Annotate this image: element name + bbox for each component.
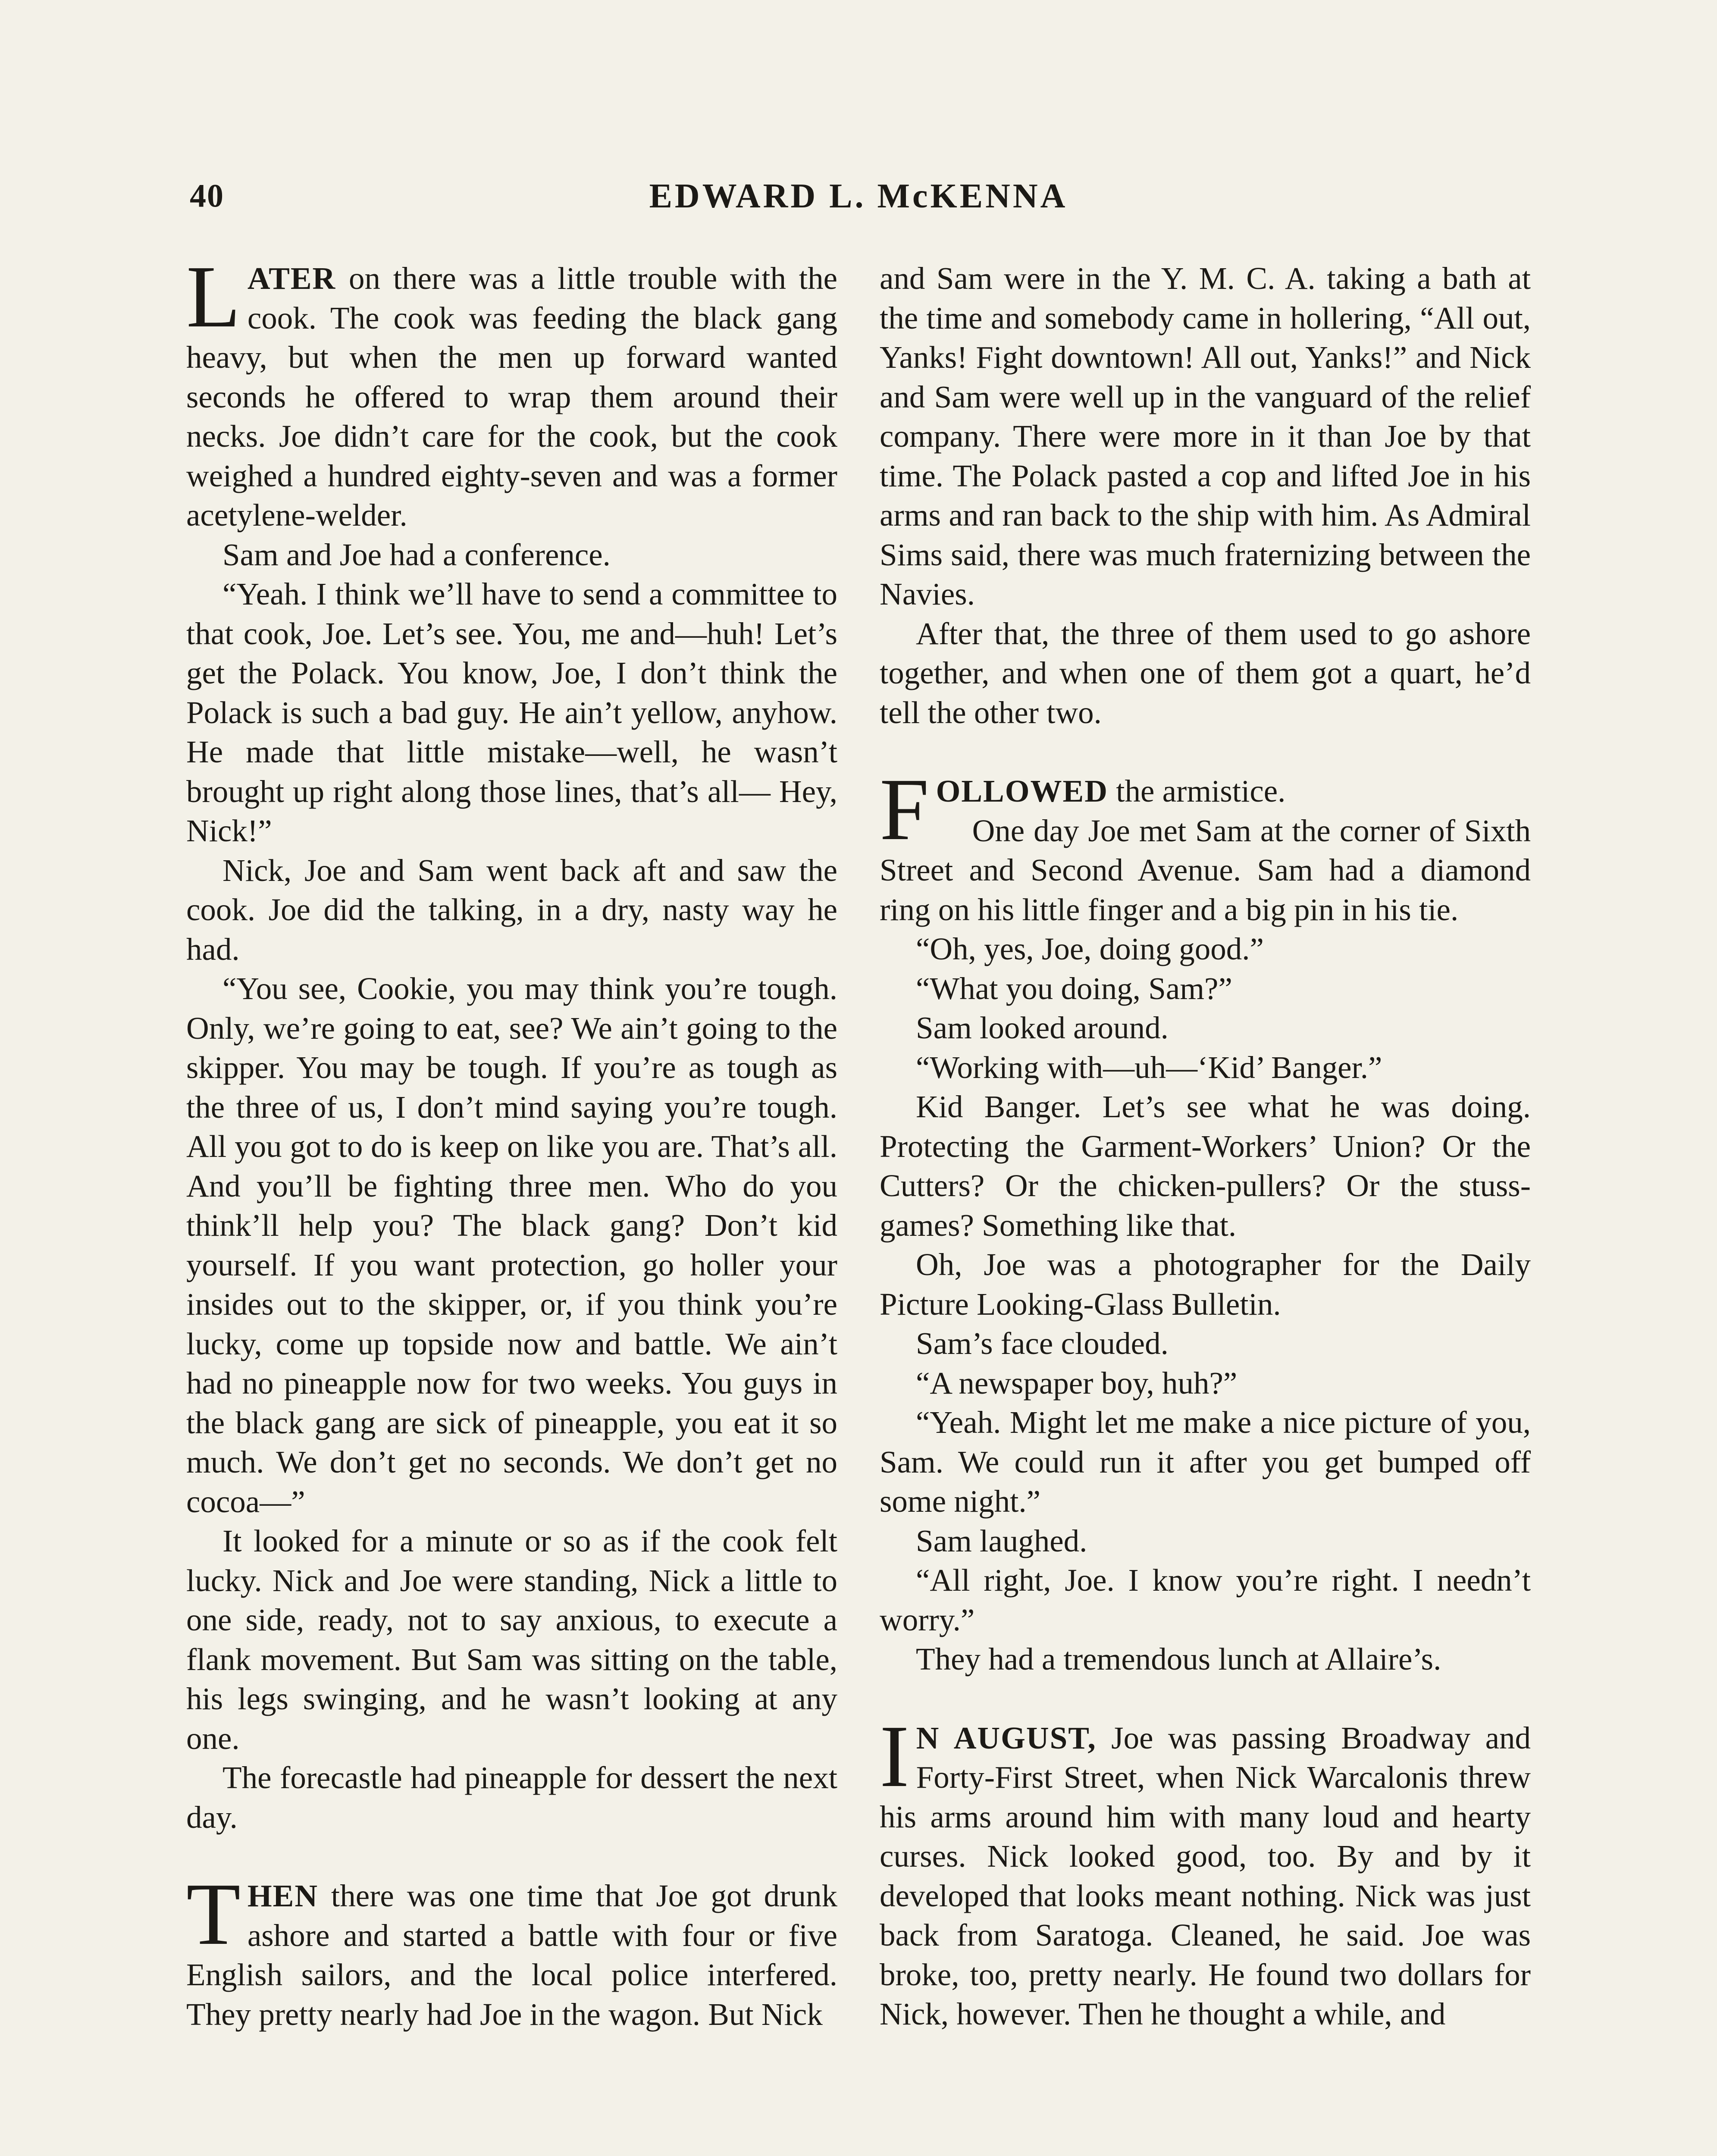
paragraph: “A newspaper boy, huh?” xyxy=(916,1365,1238,1401)
paragraph: Sam and Joe had a conference. xyxy=(222,537,611,572)
running-head: EDWARD L. McKENNA xyxy=(649,177,1068,215)
drop-cap: T xyxy=(186,1865,241,1963)
section-opening-paragraph xyxy=(880,760,1531,859)
section-opening-paragraph xyxy=(186,1865,837,2034)
paragraph: Nick, Joe and Sam went back aft and saw the cook. Joe did the talking, in a dry, nasty way he had. xyxy=(186,852,837,967)
paragraph: Oh, Joe was a photographer for the Daily Picture Looking-Glass Bulletin. xyxy=(880,1247,1531,1322)
section-opening-paragraph xyxy=(186,247,837,535)
paragraph: Sam’s face clouded. xyxy=(916,1326,1169,1361)
paragraph: “Oh, yes, Joe, doing good.” xyxy=(916,931,1264,966)
paragraph: The forecastle had pineapple for dessert the next day. xyxy=(186,1760,837,1835)
paragraph: One day Joe met Sam at the corner of Sixth Street and Second Avenue. Sam had a diamond ring on his little finger and a big pin in his tie. xyxy=(880,813,1531,927)
paragraph: “Yeah. I think we’ll have to send a committee to that cook, Joe. Let’s see. You, me and—huh! Let’s get the Polack. You know, Joe, I don’t think the Polack is such a bad guy. He ain’t yellow, anyhow. He made that little mistake—well, he wasn’t brought up right along those lines, that’s all— Hey, Nick!” xyxy=(186,577,837,848)
paragraph: Sam laughed. xyxy=(916,1523,1087,1558)
section-opening-paragraph xyxy=(880,1706,1531,2034)
paragraph: They had a tremendous lunch at Allaire’s. xyxy=(916,1642,1441,1677)
paragraph: “What you doing, Sam?” xyxy=(916,971,1232,1006)
paragraph-text: Joe was passing Broadway and Forty-First Street, when Nick Warcalonis threw his arms around him with many loud and hearty curses. Nick looked good, too. By and by it developed that looks meant nothing. Nick was just back from Saratoga. Cleaned, he said. Joe was broke, too, pretty nearly. He found two dollars for Nick, however. Then he thought a while, and xyxy=(880,1720,1531,2031)
paragraph-text: the armistice. xyxy=(1108,774,1286,808)
lead-in-word: OLLOWED xyxy=(936,774,1108,808)
drop-cap: F xyxy=(880,760,929,859)
article-body xyxy=(186,247,1531,2156)
paragraph-text: there was one time that Joe got drunk ashore and started a battle with four or five English sailors, and the local police interfered. They pretty nearly had Joe in the wagon. But Nick xyxy=(186,1878,837,2032)
paragraph: “You see, Cookie, you may think you’re tough. Only, we’re going to eat, see? We ain’t going to the skipper. You may be tough. If you’re as tough as the three of us, I don’t mind saying you’re tough. All you got to do is keep on like you are. That’s all. And you’ll be fighting three men. Who do you think’ll help you? The black gang? Don’t kid yourself. If you want protection, go holler your insides out to the skipper, or, if you think you’re lucky, come up topside now and battle. We ain’t had no pineapple now for two weeks. You guys in the black gang are sick of pineapple, you eat it so much. We don’t get no seconds. We don’t get no cocoa—” xyxy=(186,971,837,1519)
paragraph: “Working with—uh—‘Kid’ Banger.” xyxy=(916,1050,1382,1085)
drop-cap: I xyxy=(880,1706,909,1805)
paragraph: After that, the three of them used to go ashore together, and when one of them got a quart, he’d tell the other two. xyxy=(880,616,1531,730)
paragraph: Sam looked around. xyxy=(916,1010,1169,1045)
page-number: 40 xyxy=(190,178,224,214)
left-column xyxy=(186,247,837,2156)
continued-paragraph: and Sam were in the Y. M. C. A. taking a bath at the time and somebody came in hollering, “All out, Yanks! Fight downtown! All out, Yanks!” and Nick and Sam were well up in the vanguard of the relief company. There were more in it than Joe by that time. The Polack pasted a cop and lifted Joe in his arms and ran back to the ship with him. As Admiral Sims said, there was much fraternizing between the Navies. xyxy=(880,261,1531,611)
paragraph: “All right, Joe. I know you’re right. I needn’t worry.” xyxy=(880,1563,1531,1637)
lead-in-word: N AUGUST, xyxy=(916,1720,1097,1755)
drop-cap: L xyxy=(186,247,241,346)
lead-in-word: ATER xyxy=(247,261,336,296)
page-header xyxy=(190,172,1527,220)
paragraph: It looked for a minute or so as if the cook felt lucky. Nick and Joe were standing, Nick a little to one side, ready, not to say anxious, to execute a flank movement. But Sam was sitting on the table, his legs swinging, and he wasn’t looking at any one. xyxy=(186,1523,837,1756)
lead-in-word: HEN xyxy=(247,1878,319,1913)
right-column xyxy=(880,259,1531,2156)
paragraph-text: on there was a little trouble with the cook. The cook was feeding the black gang heavy, but when the men up forward wanted seconds he offered to wrap them around their necks. Joe didn’t care for the cook, but the cook weighed a hundred eighty-seven and was a former acetylene-welder. xyxy=(186,261,837,533)
paragraph: “Yeah. Might let me make a nice picture of you, Sam. We could run it after you get bumped off some night.” xyxy=(880,1405,1531,1519)
paragraph: Kid Banger. Let’s see what he was doing. Protecting the Garment-Workers’ Union? Or the Cutters? Or the chicken-pullers? Or the stuss-games? Something like that. xyxy=(880,1089,1531,1243)
